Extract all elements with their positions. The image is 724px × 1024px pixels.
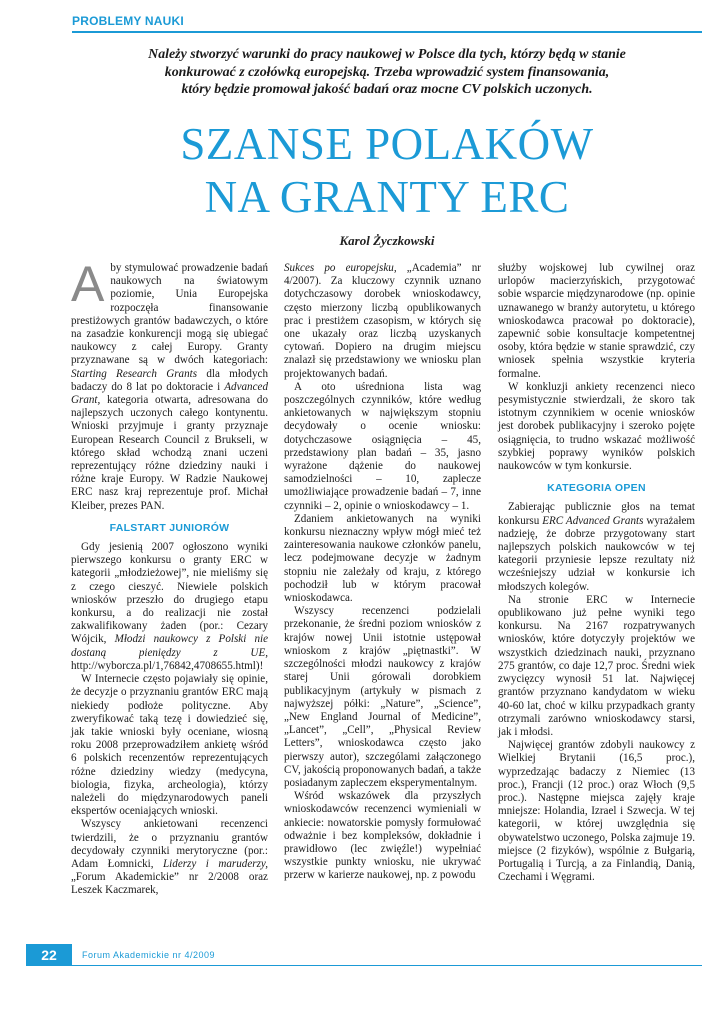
lead-line: Należy stworzyć warunki do pracy naukowej w Polsce dla tych, którzy będą w stanie [148,47,626,62]
title-line-1: SZANSE POLAKÓW [180,119,594,169]
paragraph: W Internecie często pojawiały się opinie, że decyzje o przyznaniu grantów ERC mają niekiedy podłoże polityczne. Aby zweryfikować taką tezę i dowiedzieć się, jak takie wnioski były oceniane, wiosną roku 2008 przeprowadziłem ankietę wśród 6 polskich recenzentów reprezentujących różne dziedziny wiedzy (medycyna, biologia, fizyka, archeologia), którzy należeli do międzynarodowych paneli ekspertów oceniających wnioski. [71,673,268,818]
text-italic: Młodzi naukowcy z Polski nie dostaną pieniędzy z UE, [71,633,268,659]
text-italic: Liderzy i maruderzy, [163,857,268,870]
footer-rule [72,965,702,966]
article-body [71,256,702,942]
paragraph: A oto uśredniona lista wag poszczególnych czynników, które według ankietowanych w największym stopniu decydowały o ocenie wniosku: dotychczasowe osiągnięcia – 45, przedstawiony plan badań – 35, jasno wyrażone dążenie do naukowej samodzielności – 10, zaplecze umożliwiające prowadzenie badań – 7, inne czynniki – 2, opinie o wnioskodawcy – 1. [284,380,481,512]
top-rule [72,31,702,33]
text: wyrażałem nadzieję, że dobrze przygotowany start najlepszych polskich naukowców w tej kategorii przyniesie lepsze rezultaty niż wcześniejszy udział w konkursie ich młodszych kolegów. [498,514,695,593]
paragraph: W konkluzji ankiety recenzenci nieco pesymistycznie stwierdzali, że skoro tak istotnym czynnikiem w ocenie wniosków jest dorobek publikacyjny i szeroko pojęte osiągnięcia, to trudno wskazać możliwość szybkiej poprawy wyników polskich naukowców w tym konkursie. [498,380,695,473]
page-number: 22 [26,944,72,966]
title-line-2: NA GRANTY ERC [204,172,570,222]
text: dla młodych badaczy do 8 lat po doktoracie i [71,367,268,393]
text: Wszyscy ankietowani recenzenci twierdzili, że o przyznaniu grantów decydowały czynniki merytoryczne (por.: Adam Łomnicki, [71,818,268,870]
text-italic: Advanced Grant, [71,380,268,407]
paragraph [498,501,695,593]
text: kategoria otwarta, adresowana do najlepszych uczonych całego kontynentu. Wnioski przyjmuje i granty przyznaje European Research Council z Brukseli, w którego skład wchodzą znani uczeni reprezentujący różne dziedziny nauki i różne kraje Europy. W Radzie Naukowej ERC nasz kraj reprezentuje prof. Michał Kleiber, prezes PAN. [71,394,268,512]
paragraph: służby wojskowej lub cywilnej oraz urlopów macierzyńskich, przygotować sobie wsparcie międzynarodowe (np. opinie uznawanego w branży autorytetu, u którego wnioskodawca pracował po doktoracie), zapewnić sobie konsultacje kompetentnej osoby, która będzie w stanie sprawdzić, czy wniosek spełnia wszystkie kryteria formalne. [498,262,695,380]
text: by stymulować prowadzenie badań naukowych na światowym poziomie, Unia Europejska rozpoczęła finansowanie prestiżowych grantów badawczych, o które na zasadzie konkurencji mogą się ubiegać naukowcy z całej Europy. Granty przyznawane są w dwóch kategoriach: [71,262,268,367]
article-title [72,118,702,224]
column-1 [71,256,268,898]
section-label: PROBLEMY NAUKI [72,14,184,28]
text-italic: ERC Advanced Grants [542,514,644,527]
paragraph: Wszyscy recenzenci podzielali przekonanie, że średni poziom wniosków z krajów nowej Unii istotnie ustępował wnioskom z krajów „piętnastki”. W szczególności młodzi naukowcy z krajów starej Unii górowali dorobkiem publikacyjnym (artykuły w pismach z najwyższej półki: „Nature”, „Science”, „New England Journal of Medicine”, „Lancet”, „Cell”, „Physical Review Letters”, wnioskodawca często jako pierwszy autor), szczególami załączonego CV, jakością proponowanych badań, a także posiadanym zapleczem eksperymentalnym. [284,605,481,789]
subheading-open: KATEGORIA OPEN [547,482,646,495]
text-italic: Starting Research Grants [71,367,198,380]
text: Gdy jesienią 2007 ogłoszono wyniki pierwszego konkursu o granty ERC w kategorii „młodzieżowej”, nie mieliśmy się z czego cieszyć. Niewiele polskich wniosków przeszło do drugiego etapu konkursu, a do realizacji nie został zakwalifikowany żaden (por.: Cezary Wójcik, [71,541,268,646]
text-italic: Sukces po europejsku, [284,262,397,274]
author: Karol Życzkowski [339,233,435,248]
paragraph [71,818,268,897]
lead-line: który będzie promował jakość badań oraz mocne CV polskich uczonych. [181,82,593,97]
lead-line: konkurować z czołówką europejską. Trzeba wprowadzić system finansowania, [164,64,610,80]
paragraph: Wśród wskazówek dla przyszłych wnioskodawców recenzenci wymieniali w ankiecie: nowatorskie pomysły formułować odważnie i bez kompleksów, dokładnie i prawidłowo (lec zwięźle!) wypełniać wszystkie punkty wniosku, nie ukrywać przerw w karierze naukowej, np. z powodu [284,790,481,882]
paragraph [71,541,268,673]
paragraph: Najwięcej grantów zdobyli naukowcy z Wielkiej Brytanii (16,5 proc.), wyprzedzając badaczy z Niemiec (13 proc.), Francji (12 proc.) oraz Włoch (9,5 proc.). Następne miejsca zajęły kraje mniejsze: Holandia, Izrael i Szwecja. W tej kategorii, w której uwzględnia się obywatelstwo uczonego, Polska zajmuje 19. miejsce (2 fizyków), wspólnie z Bułgarią, Portugalią i Turcją, a za Finlandią, Danią, Czechami i Węgrami. [498,739,695,884]
column-3 [498,262,695,884]
paragraph: Na stronie ERC w Internecie opublikowano już pełne wyniki tego konkursu. Na 2167 rozpatrywanych wniosków, które dotyczyły projektów we wszystkich dziedzinach nauki, przyznano 275 grantów, co daje 12,7 proc. Średni wiek zwycięzcy wynosił 51 lat. Najwięcej grantów przyznano kandydatom w wieku 40-60 lat, choć w kilku przypadkach granty otrzymali zarówno wnioskodawcy starsi, jak i młodsi. [498,593,695,738]
text: Zabierając publicznie głos na temat konkursu [498,501,695,527]
text: „Forum Akademickie” nr 2/2008 oraz Leszek Kaczmarek, [71,871,268,897]
lead-paragraph [72,46,702,99]
subheading-falstart: FALSTART JUNIORÓW [109,521,230,534]
column-2 [284,262,481,883]
paragraph: Zdaniem ankietowanych na wyniki konkursu nieznaczny wpływ mógł mieć też zainteresowania naukowe członków panelu, lecz podejmowane decyzje w żadnym stopniu nie zależały od kraju, z którego pochodził lub w którym pracował wnioskodawca. [284,512,481,605]
paragraph [71,256,268,513]
text: „Academia” nr 4/2007). Za kluczowy czynnik uznano dotychczasowy dorobek wnioskodawcy, często mierzony liczbą opublikowanych prac i prestiżem czasopism, w których się one ukazały oraz liczbą uzyskanych cytowań. Dopiero na drugim miejscu znalazł się przedstawiony we wniosku plan projektowanych badań. [284,262,481,380]
drop-cap: A [71,256,105,312]
text: http://wyborcza.pl/1,76842,4708655.html)! [71,659,264,672]
journal-name: Forum Akademickie nr 4/2009 [82,950,216,960]
page-footer [0,944,724,968]
paragraph [284,262,481,381]
